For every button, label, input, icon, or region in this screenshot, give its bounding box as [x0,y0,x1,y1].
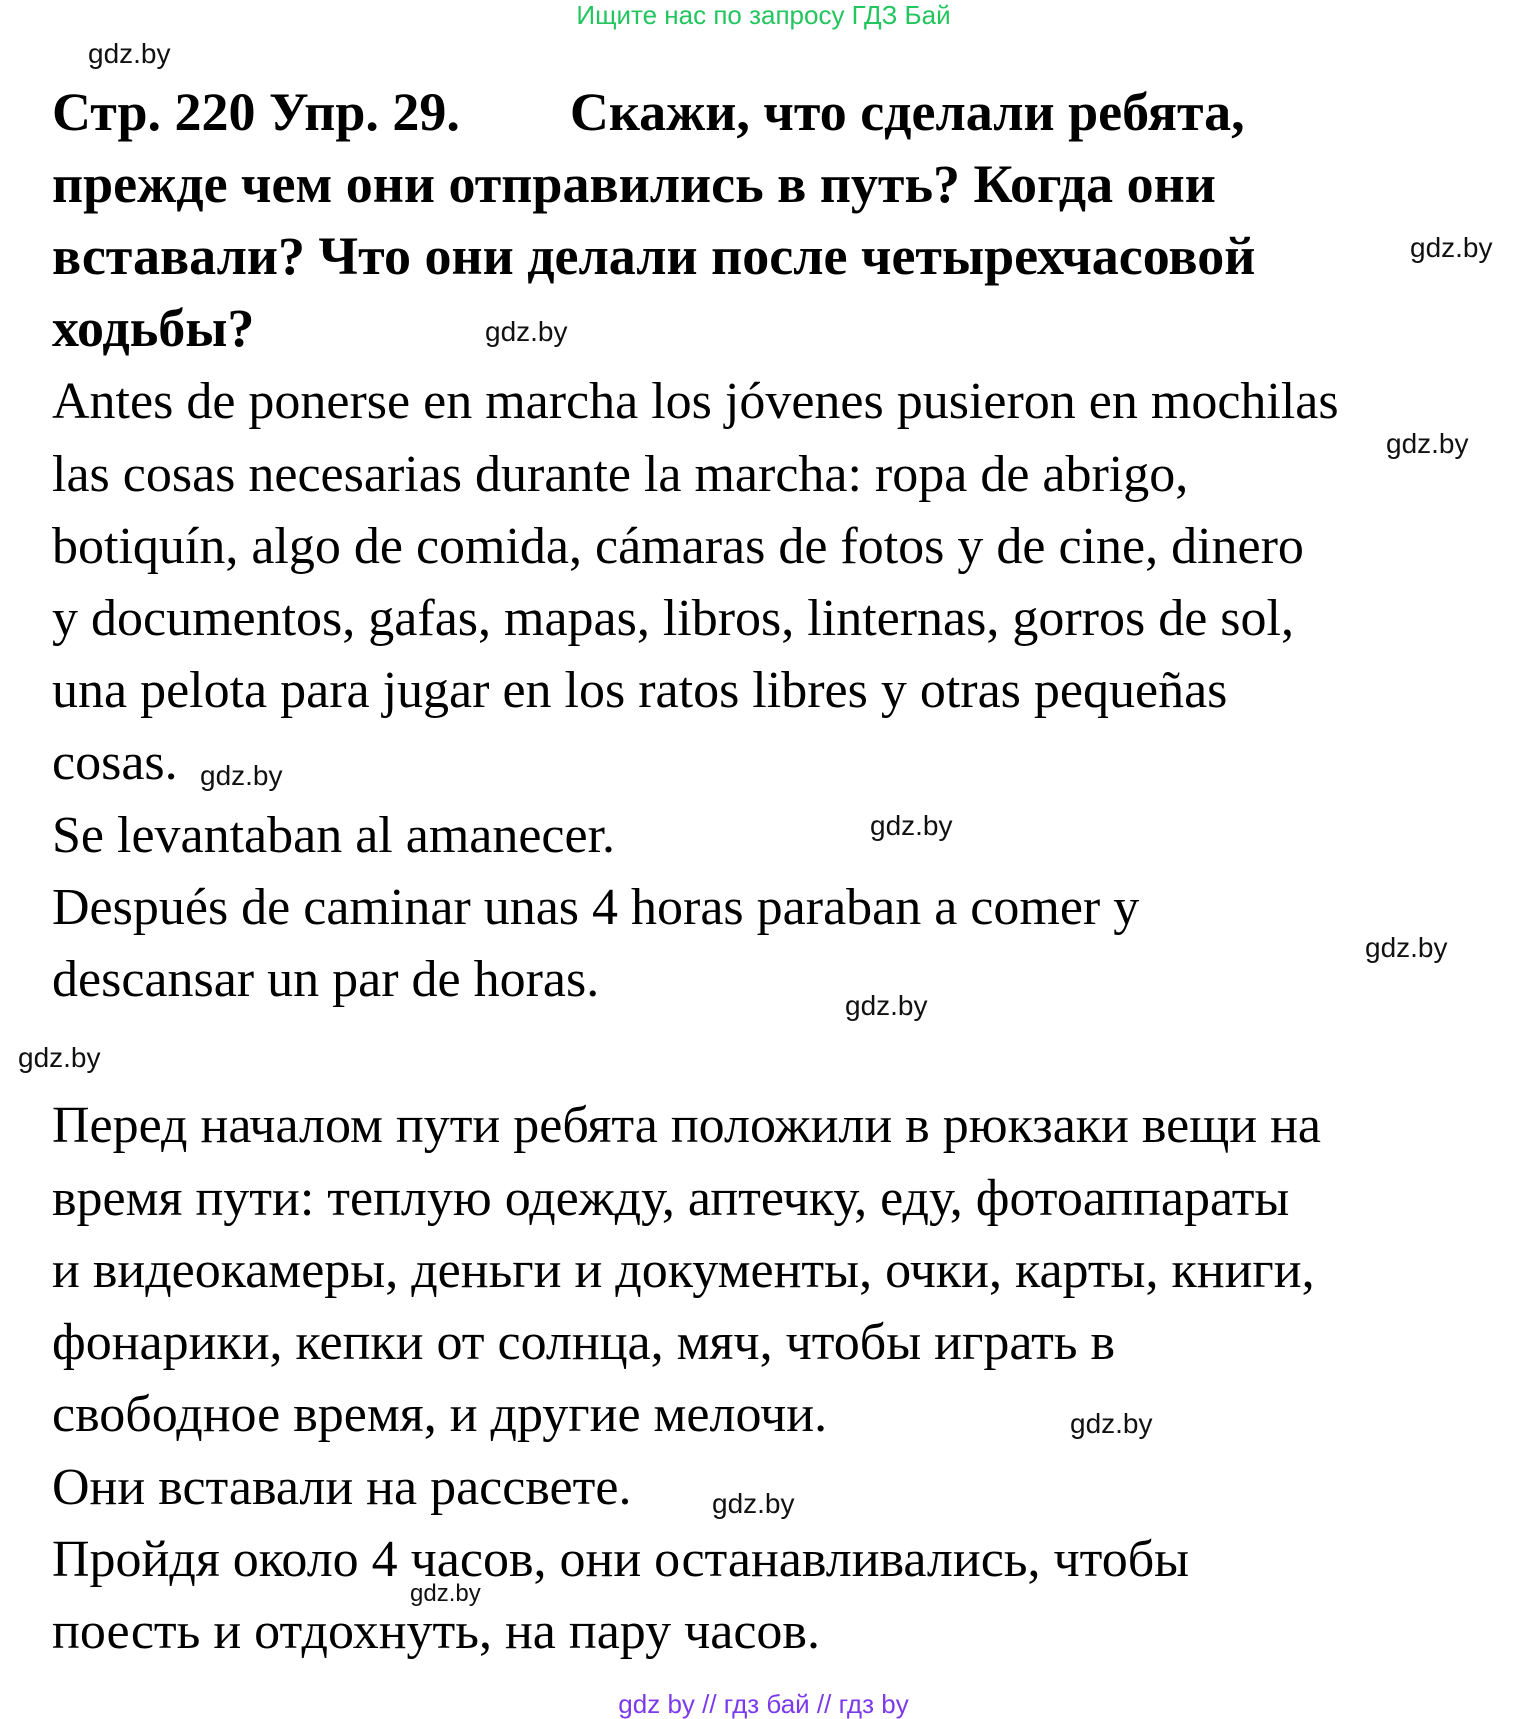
russian-translation-line: свободное время, и другие мелочи. [52,1386,828,1443]
russian-translation-line: поесть и отдохнуть, на пару часов. [52,1603,820,1660]
russian-translation-line: Они вставали на рассвете. [52,1459,632,1516]
task-text-line: прежде чем они отправились в путь? Когда они [52,154,1216,214]
watermark: gdz.by [1070,1408,1153,1439]
spanish-answer-line: Se levantaban al amanecer. [52,807,616,864]
russian-translation-line: фонарики, кепки от солнца, мяч, чтобы играть в [52,1314,1116,1371]
search-banner[interactable]: Ищите нас по запросу ГДЗ Бай [576,0,951,30]
watermark: gdz.by [1386,428,1469,459]
russian-translation-line: Перед началом пути ребята положили в рюкзаки вещи на [52,1097,1321,1154]
watermark: gdz.by [200,760,283,791]
watermark: gdz.by [1410,232,1493,263]
watermark: gdz.by [410,1580,481,1607]
footer-links[interactable]: gdz by // гдз бай // гдз by [618,1689,909,1719]
task-text-line: вставали? Что они делали после четырехчасовой [52,226,1256,286]
watermark: gdz.by [712,1488,795,1519]
spanish-answer-line: botiquín, algo de comida, cámaras de fotos y de cine, dinero [52,518,1304,575]
watermark: gdz.by [1365,932,1448,963]
russian-translation-line: Пройдя около 4 часов, они останавливались, чтобы [52,1531,1190,1588]
spanish-answer-line: y documentos, gafas, mapas, libros, linternas, gorros de sol, [52,590,1294,647]
spanish-answer-line: cosas. [52,734,178,791]
watermark: gdz.by [845,990,928,1021]
watermark: gdz.by [18,1042,101,1073]
spanish-answer-line: descansar un par de horas. [52,951,600,1008]
exercise-reference: Стр. 220 Упр. 29. [52,82,460,142]
spanish-answer-line: una pelota para jugar en los ratos libres y otras pequeñas [52,662,1228,719]
exercise-heading [52,76,1412,364]
spanish-answer-line: Después de caminar unas 4 horas paraban a comer y [52,879,1140,936]
watermark: gdz.by [485,316,568,347]
russian-translation-line: и видеокамеры, деньги и документы, очки, карты, книги, [52,1242,1315,1299]
spanish-answer-line: Antes de ponerse en marcha los jóvenes pusieron en mochilas [52,373,1339,430]
task-text-line: ходьбы? [52,298,255,358]
watermark: gdz.by [870,810,953,841]
watermark: gdz.by [88,38,171,69]
russian-translation-line: время пути: теплую одежду, аптечку, еду, фотоаппараты [52,1170,1290,1227]
spanish-answer-line: las cosas necesarias durante la marcha: ropa de abrigo, [52,446,1189,503]
task-text-line: Скажи, что сделали ребята, [569,82,1245,142]
